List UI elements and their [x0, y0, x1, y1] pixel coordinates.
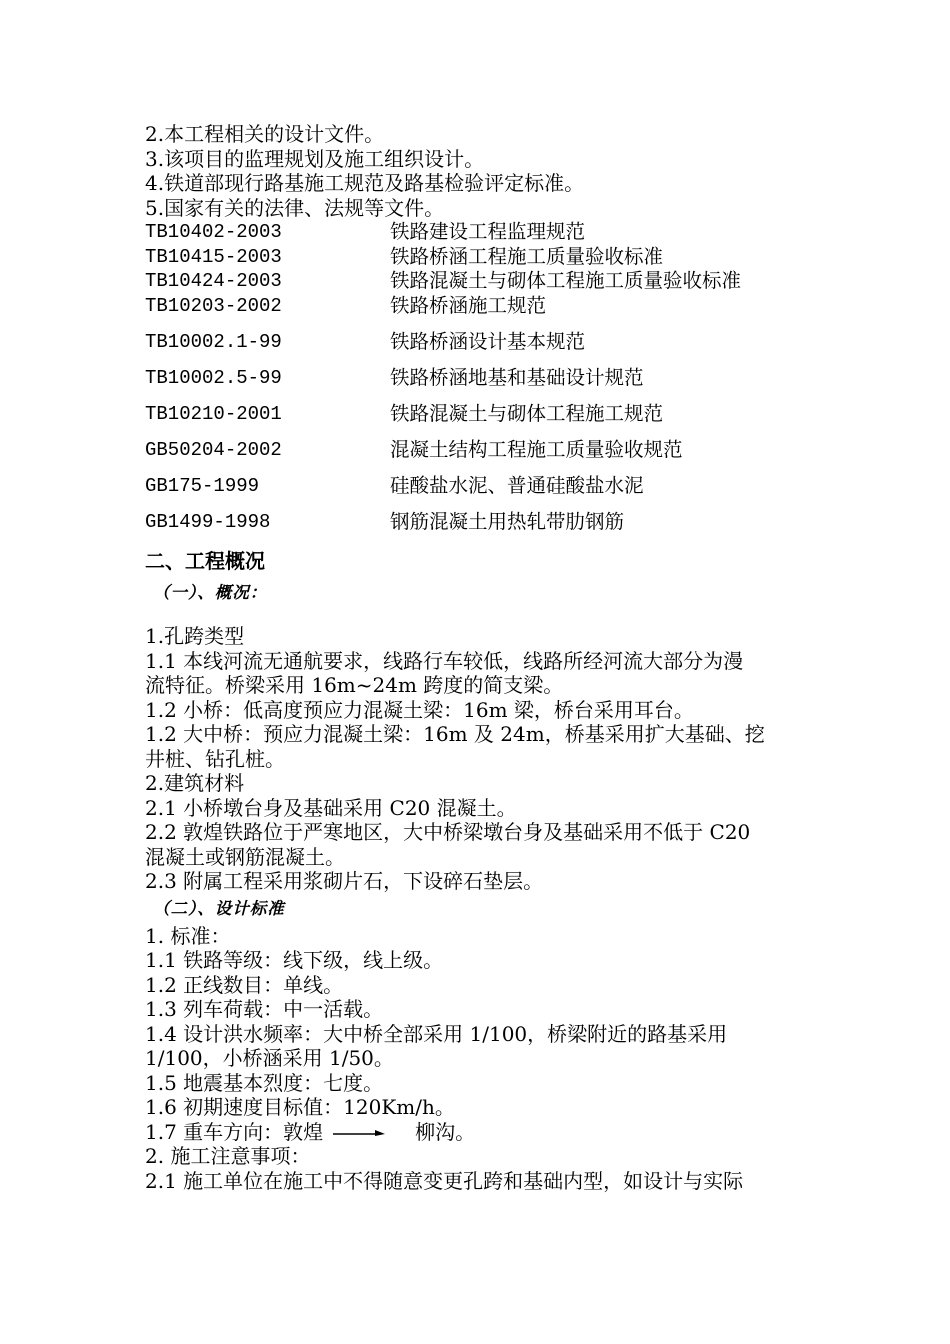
body-line: 1.1 本线河流无通航要求，线路行车较低，线路所经河流大部分为漫: [145, 648, 744, 673]
body-line: 2.1 小桥墩台身及基础采用 C20 混凝土。: [145, 795, 517, 820]
body-line: 混凝土或钢筋混凝土。: [145, 844, 345, 869]
document-page: [145, 122, 815, 1193]
standard-code: GB175-1999: [145, 475, 260, 497]
body-line: 1.6 初期速度目标值：120Km/h。: [145, 1095, 455, 1119]
standard-code: TB10424-2003: [145, 270, 282, 292]
standard-row: [145, 468, 815, 504]
basis-item: 4.铁道部现行路基施工规范及路基检验评定标准。: [145, 171, 585, 195]
standard-code: GB50204-2002: [145, 439, 282, 461]
standard-row: [145, 504, 815, 540]
direction-target: 柳沟。: [415, 1119, 476, 1144]
subsection-heading: （二）、设计标准: [153, 898, 285, 918]
body-line: 井桩、钻孔桩。: [145, 746, 285, 771]
standard-row: [145, 245, 815, 270]
body-line: 2. 施工注意事项：: [145, 1144, 311, 1168]
basis-item: 5.国家有关的法律、法规等文件。: [145, 195, 445, 220]
body-line: 1.3 列车荷载：中一活载。: [145, 997, 384, 1021]
standard-title: 铁路桥涵地基和基础设计规范: [390, 366, 644, 389]
body-line: 1.孔跨类型: [145, 624, 245, 648]
body-line: 1. 标准：: [145, 923, 231, 948]
standard-row: [145, 432, 815, 468]
arrow-right-icon: [333, 1128, 385, 1138]
standard-code: TB10415-2003: [145, 245, 282, 268]
standard-row: [145, 396, 815, 432]
standard-code: TB10402-2003: [145, 221, 282, 243]
basis-item: 2.本工程相关的设计文件。: [145, 122, 385, 146]
standard-title: 钢筋混凝土用热轧带肋钢筋: [390, 510, 625, 533]
body-line: 1/100，小桥涵采用 1/50。: [145, 1046, 394, 1070]
standard-title: 铁路建设工程监理规范: [390, 220, 586, 243]
direction-label: 1.7 重车方向：敦煌: [145, 1119, 324, 1144]
standard-code: TB10203-2002: [145, 294, 282, 317]
standard-row: [145, 220, 815, 245]
body-line: 1.2 小桥：低高度预应力混凝土梁：16m 梁，桥台采用耳台。: [145, 697, 694, 722]
body-line: 流特征。桥梁采用 16m~24m 跨度的简支梁。: [145, 673, 564, 697]
standard-row: [145, 360, 815, 396]
body-line: 2.2 敦煌铁路位于严寒地区，大中桥梁墩台身及基础采用不低于 C20: [145, 820, 751, 844]
standard-title: 铁路混凝土与砌体工程施工规范: [390, 402, 664, 425]
standard-row: [145, 324, 815, 360]
standard-title: 铁路桥涵施工规范: [390, 293, 547, 317]
standard-code: TB10210-2001: [145, 403, 282, 425]
body-line: 1.1 铁路等级：线下级，线上级。: [145, 948, 444, 972]
standard-title: 铁路混凝土与砌体工程施工质量验收标准: [390, 269, 742, 292]
body-line: 1.2 正线数目：单线。: [145, 972, 344, 997]
direction-line: [145, 1120, 815, 1145]
standard-row: [145, 269, 815, 294]
standard-row: [145, 294, 815, 319]
standard-title: 铁路桥涵工程施工质量验收标准: [390, 244, 664, 268]
standard-title: 混凝土结构工程施工质量验收规范: [390, 438, 683, 461]
body-line: 1.2 大中桥：预应力混凝土梁：16m 及 24m，桥基采用扩大基础、挖: [145, 722, 765, 746]
standard-title: 铁路桥涵设计基本规范: [390, 330, 586, 353]
standard-title: 硅酸盐水泥、普通硅酸盐水泥: [390, 474, 644, 497]
subsection-heading: （一）、概况：: [153, 583, 268, 602]
body-line: 2.3 附属工程采用浆砌片石，下设碎石垫层。: [145, 869, 544, 893]
standard-code: GB1499-1998: [145, 511, 271, 533]
standard-code: TB10002.1-99: [145, 331, 282, 353]
standard-code: TB10002.5-99: [145, 367, 282, 389]
body-line: 2.建筑材料: [145, 771, 245, 795]
basis-item: 3.该项目的监理规划及施工组织设计。: [145, 146, 485, 171]
body-line: 2.1 施工单位在施工中不得随意变更孔跨和基础内型，如设计与实际: [145, 1168, 744, 1193]
section-heading: 二、工程概况: [145, 549, 265, 573]
body-line: 1.5 地震基本烈度：七度。: [145, 1070, 384, 1095]
body-line: 1.4 设计洪水频率：大中桥全部采用 1/100，桥梁附近的路基采用: [145, 1021, 728, 1046]
